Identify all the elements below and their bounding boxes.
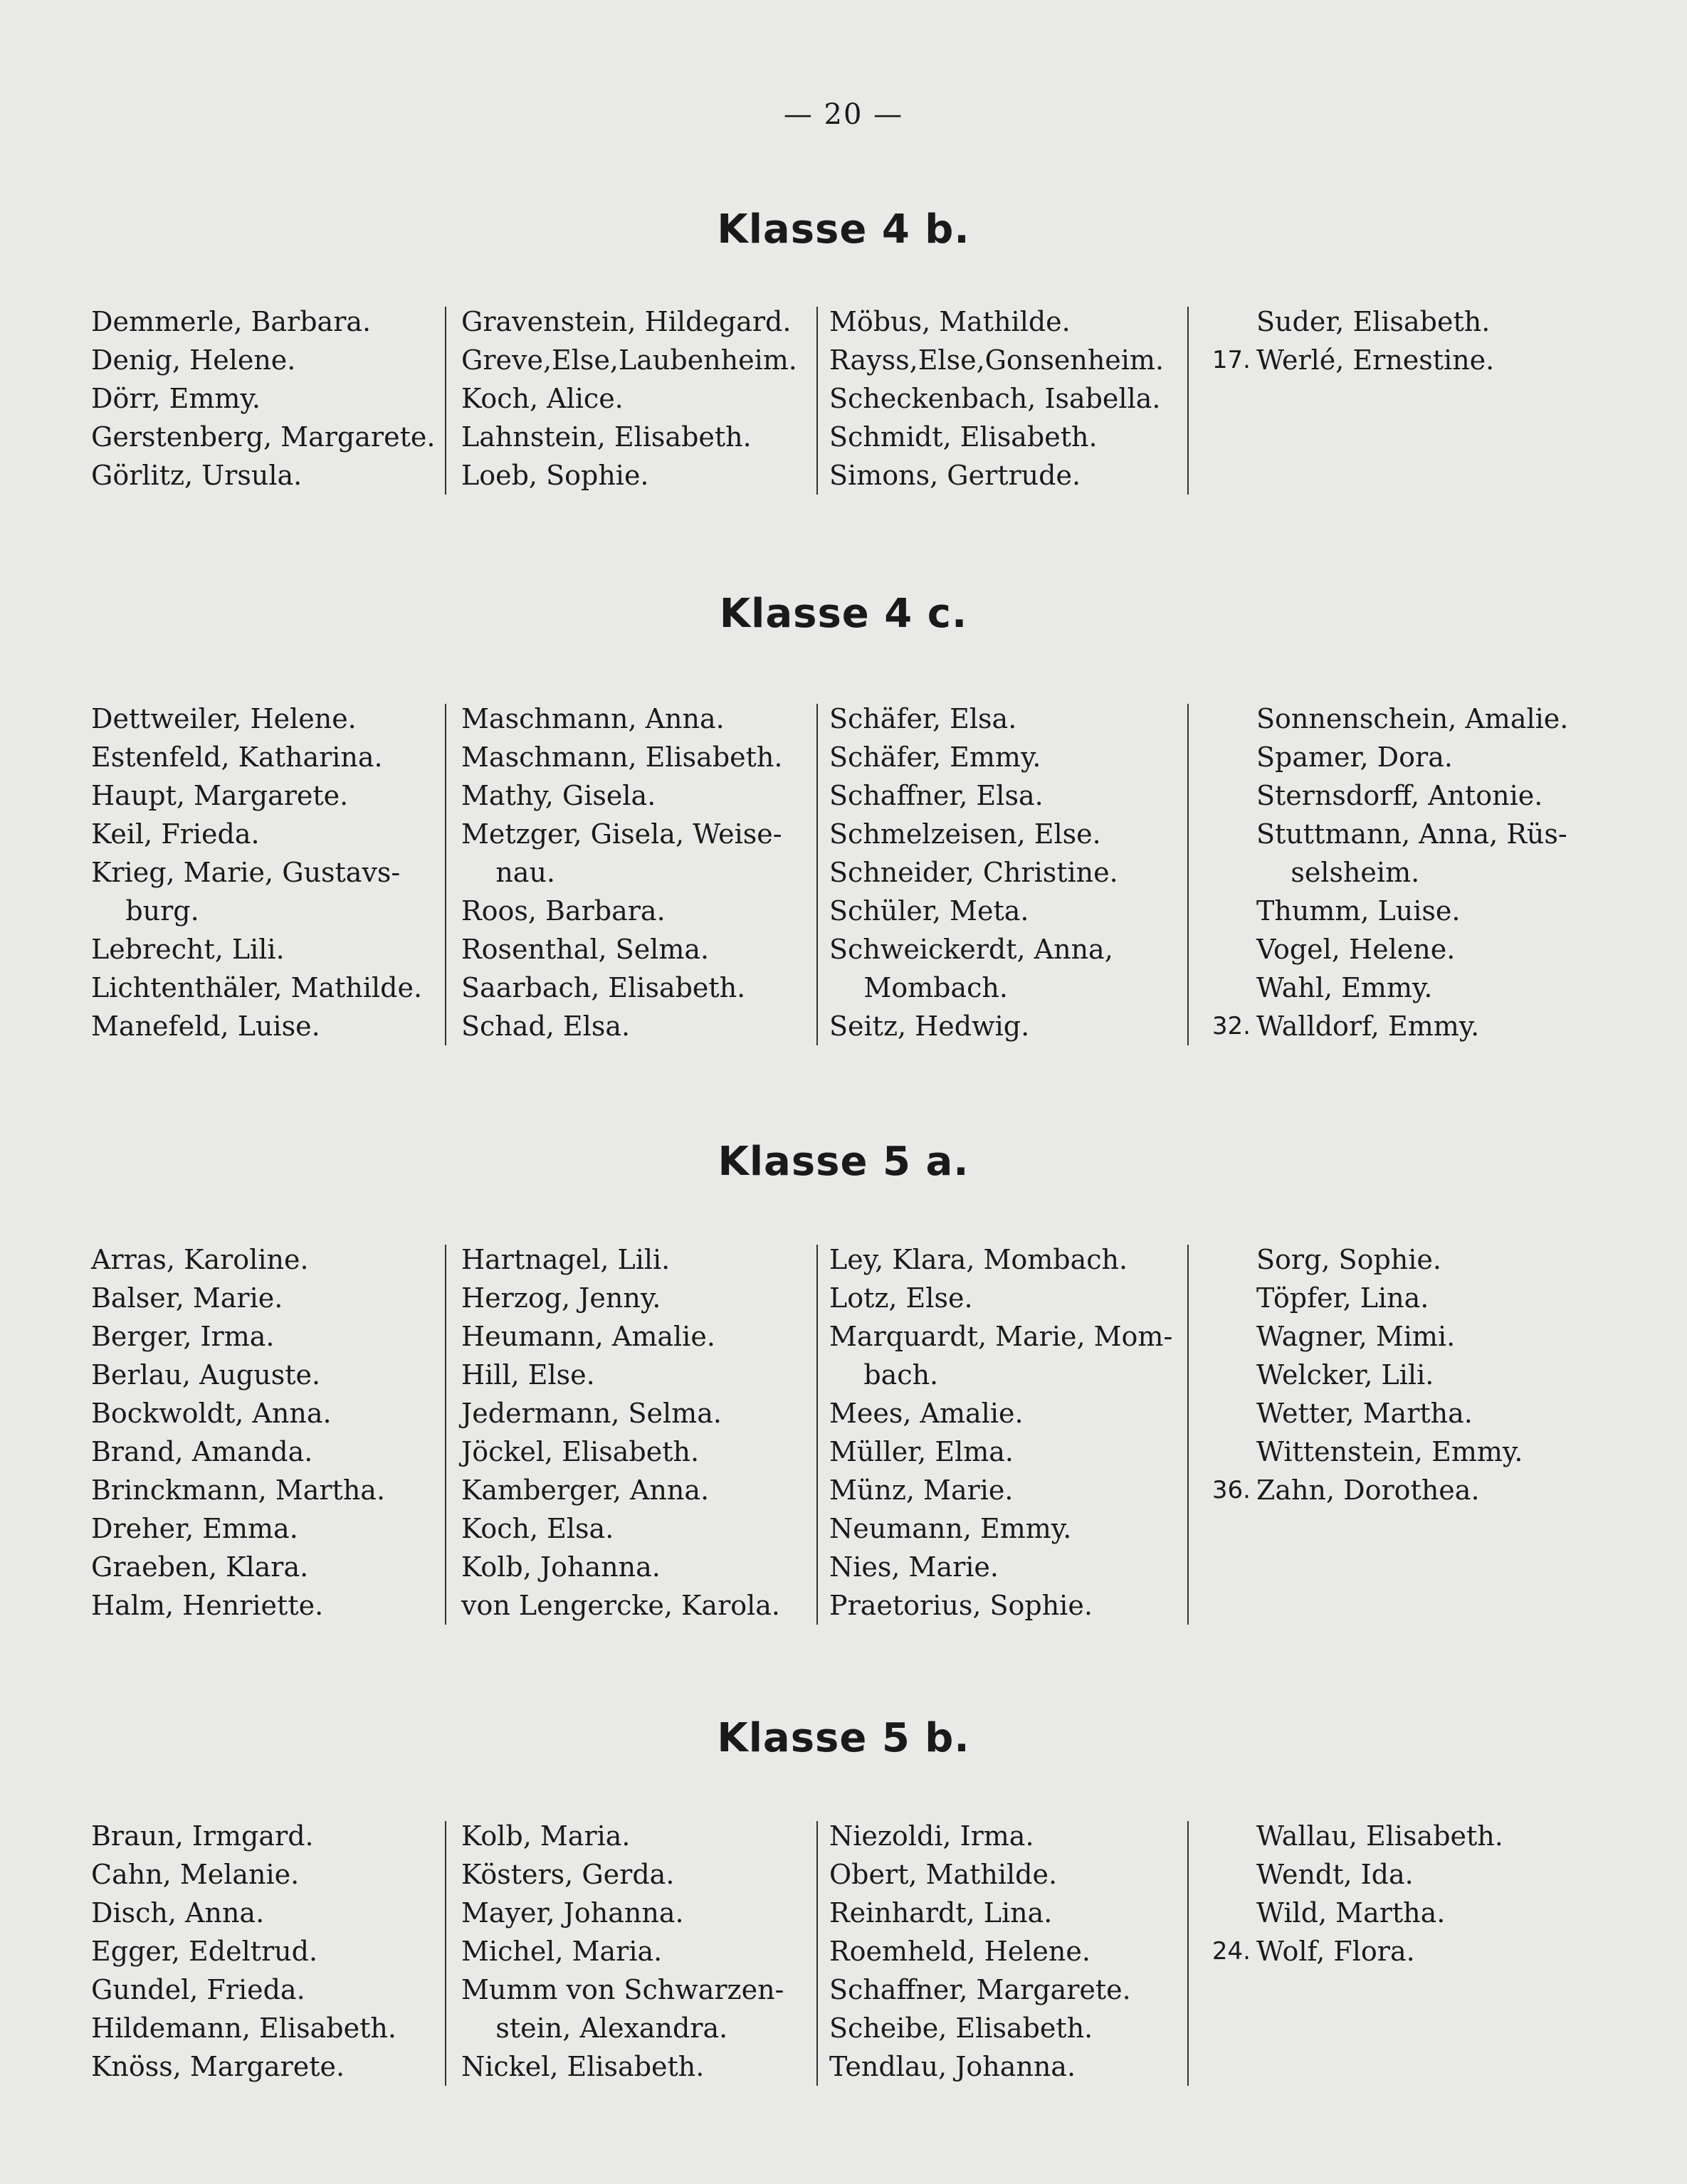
list-item: [91, 853, 422, 892]
student-name: Scheibe, Elisabeth.: [829, 2012, 1093, 2044]
student-name: Michel, Maria.: [461, 1936, 663, 1967]
list-item: [829, 776, 1118, 815]
list-item: [461, 418, 797, 456]
list-item: [829, 341, 1164, 379]
student-name: Berlau, Auguste.: [91, 1359, 321, 1391]
student-name: Egger, Edeltrud.: [91, 1936, 318, 1967]
student-name: Schneider, Christine.: [829, 857, 1118, 888]
student-name: Gerstenberg, Margarete.: [91, 421, 436, 453]
student-name: Jöckel, Elisabeth.: [461, 1436, 700, 1467]
student-name: Tendlau, Johanna.: [829, 2051, 1076, 2082]
list-item: [1256, 930, 1568, 969]
student-name: Kösters, Gerda.: [461, 1859, 675, 1890]
student-name: Wahl, Emmy.: [1256, 972, 1433, 1003]
name-column: [1212, 1817, 1503, 1971]
list-item: [1256, 776, 1568, 815]
list-item: [1256, 969, 1568, 1007]
list-item: [829, 1471, 1172, 1509]
student-count: 17.: [1212, 346, 1251, 374]
list-item: [91, 1433, 385, 1471]
list-item: [91, 1394, 385, 1433]
student-name: Schweickerdt, Anna,: [829, 934, 1113, 965]
list-item: [1212, 1471, 1523, 1509]
list-item: [91, 456, 435, 495]
list-item: [91, 815, 422, 853]
student-name: Praetorius, Sophie.: [829, 1590, 1093, 1621]
list-item: [1256, 1240, 1523, 1279]
name-column: [829, 1240, 1172, 1625]
name-column: [829, 302, 1164, 495]
student-name: Braun, Irmgard.: [91, 1820, 314, 1852]
list-item: [461, 892, 782, 930]
student-name: Maschmann, Anna.: [461, 703, 725, 734]
student-name: Maschmann, Elisabeth.: [461, 742, 783, 773]
student-name: Gundel, Frieda.: [91, 1974, 305, 2005]
student-name: Dettweiler, Helene.: [91, 703, 357, 734]
name-column: [91, 1817, 396, 2086]
column-divider: [816, 704, 818, 1045]
list-item: [1256, 1894, 1503, 1932]
name-column: [1212, 1240, 1523, 1509]
list-item: [91, 1855, 396, 1894]
column-divider: [445, 704, 446, 1045]
name-column: [1212, 302, 1495, 379]
list-item: [91, 418, 435, 456]
list-item: [91, 738, 422, 776]
student-name: Müller, Elma.: [829, 1436, 1014, 1467]
student-name: Werlé, Ernestine.: [1256, 344, 1495, 376]
list-item: [829, 700, 1118, 738]
student-name: Sonnenschein, Amalie.: [1256, 703, 1569, 734]
student-name: Wittenstein, Emmy.: [1256, 1436, 1523, 1467]
column-divider: [816, 1821, 818, 2086]
list-item: [91, 341, 435, 379]
list-item: [91, 1240, 385, 1279]
list-item: [1256, 1317, 1523, 1356]
list-item: [829, 1586, 1172, 1625]
column-divider: [816, 1245, 818, 1625]
student-name: stein, Alexandra.: [461, 2012, 728, 2044]
column-divider: [816, 307, 818, 495]
list-item: [829, 892, 1118, 930]
student-name: Dreher, Emma.: [91, 1513, 298, 1544]
student-name: Denig, Helene.: [91, 344, 296, 376]
list-item: [1256, 1433, 1523, 1471]
section-title: Klasse 5 a.: [718, 1139, 969, 1185]
student-name: Halm, Henriette.: [91, 1590, 324, 1621]
student-name: Lichtenthäler, Mathilde.: [91, 972, 423, 1003]
student-name: Schüler, Meta.: [829, 895, 1029, 927]
student-name: Töpfer, Lina.: [1256, 1282, 1429, 1314]
list-item: [829, 1394, 1172, 1433]
list-item: [461, 1356, 780, 1394]
section-title: Klasse 5 b.: [717, 1715, 970, 1761]
list-item: [461, 1971, 784, 2009]
list-item: [461, 2047, 784, 2086]
student-name: Berger, Irma.: [91, 1321, 275, 1352]
student-name: Heumann, Amalie.: [461, 1321, 715, 1352]
list-item: [461, 1509, 780, 1548]
list-item: [461, 853, 782, 892]
student-name: Mees, Amalie.: [829, 1398, 1024, 1429]
name-column: [461, 700, 782, 1045]
name-column: [1212, 700, 1569, 1045]
list-item: [829, 1240, 1172, 1279]
list-item: [461, 700, 782, 738]
list-item: [461, 456, 797, 495]
student-name: Wetter, Martha.: [1256, 1398, 1473, 1429]
list-item: [829, 2009, 1131, 2047]
list-item: [829, 1279, 1172, 1317]
student-name: Knöss, Margarete.: [91, 2051, 345, 2082]
student-name: Hildemann, Elisabeth.: [91, 2012, 396, 2044]
list-item: [461, 1317, 780, 1356]
student-name: Neumann, Emmy.: [829, 1513, 1072, 1544]
student-name: Lahnstein, Elisabeth.: [461, 421, 752, 453]
list-item: [461, 1548, 780, 1586]
list-item: [461, 2009, 784, 2047]
student-name: Mumm von Schwarzen-: [461, 1974, 784, 2005]
list-item: [461, 341, 797, 379]
student-name: Nies, Marie.: [829, 1551, 999, 1583]
student-name: Keil, Frieda.: [91, 818, 260, 850]
student-name: Brinckmann, Martha.: [91, 1475, 386, 1506]
student-name: Krieg, Marie, Gustavs-: [91, 857, 401, 888]
student-name: Schäfer, Emmy.: [829, 742, 1041, 773]
list-item: [829, 738, 1118, 776]
list-item: [1256, 302, 1494, 341]
student-name: Metzger, Gisela, Weise-: [461, 818, 782, 850]
list-item: [91, 379, 435, 418]
student-name: Simons, Gertrude.: [829, 460, 1081, 491]
list-item: [829, 969, 1118, 1007]
list-item: [461, 1894, 784, 1932]
list-item: [91, 1007, 422, 1045]
student-name: Schmidt, Elisabeth.: [829, 421, 1098, 453]
list-item: [829, 1548, 1172, 1586]
list-item: [829, 1317, 1172, 1356]
section-title: Klasse 4 b.: [717, 206, 970, 253]
student-name: Walldorf, Emmy.: [1256, 1011, 1480, 1042]
student-name: Manefeld, Luise.: [91, 1011, 320, 1042]
list-item: [461, 969, 782, 1007]
student-name: Spamer, Dora.: [1256, 742, 1453, 773]
student-name: Welcker, Lili.: [1256, 1359, 1434, 1391]
student-name: Greve,Else,Laubenheim.: [461, 344, 797, 376]
student-name: Brand, Amanda.: [91, 1436, 313, 1467]
student-name: Lotz, Else.: [829, 1282, 973, 1314]
student-name: Wild, Martha.: [1256, 1897, 1446, 1929]
list-item: [91, 2047, 396, 2086]
student-name: Estenfeld, Katharina.: [91, 742, 383, 773]
student-name: Disch, Anna.: [91, 1897, 265, 1929]
list-item: [829, 302, 1164, 341]
list-item: [1256, 700, 1568, 738]
name-column: [829, 1817, 1131, 2086]
student-name: Schäfer, Elsa.: [829, 703, 1017, 734]
column-divider: [445, 1821, 446, 2086]
list-item: [461, 815, 782, 853]
list-item: [1256, 738, 1568, 776]
student-name: Herzog, Jenny.: [461, 1282, 661, 1314]
student-name: Niezoldi, Irma.: [829, 1820, 1034, 1852]
list-item: [1256, 1817, 1503, 1855]
student-name: bach.: [829, 1359, 939, 1391]
student-name: Saarbach, Elisabeth.: [461, 972, 746, 1003]
list-item: [91, 969, 422, 1007]
name-column: [829, 700, 1118, 1045]
student-name: von Lengercke, Karola.: [461, 1590, 781, 1621]
list-item: [1256, 1855, 1503, 1894]
student-name: Dörr, Emmy.: [91, 383, 261, 414]
student-name: Münz, Marie.: [829, 1475, 1014, 1506]
list-item: [461, 1471, 780, 1509]
student-name: Koch, Elsa.: [461, 1513, 614, 1544]
list-item: [91, 1894, 396, 1932]
column-divider: [445, 307, 446, 495]
student-name: selsheim.: [1256, 857, 1420, 888]
student-name: Loeb, Sophie.: [461, 460, 649, 491]
list-item: [1212, 341, 1495, 379]
student-name: Marquardt, Marie, Mom-: [829, 1321, 1173, 1352]
student-name: Rayss,Else,Gonsenheim.: [829, 344, 1165, 376]
list-item: [1256, 815, 1568, 853]
list-item: [91, 1586, 385, 1625]
student-name: Schmelzeisen, Else.: [829, 818, 1101, 850]
student-name: Roemheld, Helene.: [829, 1936, 1090, 1967]
list-item: [461, 1855, 784, 1894]
list-item: [829, 1855, 1131, 1894]
list-item: [461, 1586, 780, 1625]
student-count: 24.: [1212, 1937, 1251, 1966]
name-column: [91, 1240, 385, 1625]
list-item: [461, 1817, 784, 1855]
student-name: Jedermann, Selma.: [461, 1398, 722, 1429]
list-item: [829, 1509, 1172, 1548]
student-name: Schaffner, Elsa.: [829, 780, 1044, 811]
student-name: Mombach.: [829, 972, 1008, 1003]
list-item: [829, 1433, 1172, 1471]
list-item: [91, 700, 422, 738]
list-item: [91, 2009, 396, 2047]
column-divider: [1187, 1245, 1189, 1625]
list-item: [91, 930, 422, 969]
student-name: Möbus, Mathilde.: [829, 306, 1071, 337]
list-item: [829, 1817, 1131, 1855]
student-name: Wallau, Elisabeth.: [1256, 1820, 1503, 1852]
column-divider: [1187, 704, 1189, 1045]
student-name: Hill, Else.: [461, 1359, 595, 1391]
column-divider: [1187, 307, 1189, 495]
student-name: Ley, Klara, Mombach.: [829, 1244, 1128, 1275]
list-item: [91, 776, 422, 815]
student-name: Görlitz, Ursula.: [91, 460, 303, 491]
student-name: Wendt, Ida.: [1256, 1859, 1414, 1890]
student-name: Seitz, Hedwig.: [829, 1011, 1030, 1042]
student-name: Balser, Marie.: [91, 1282, 283, 1314]
list-item: [91, 1356, 385, 1394]
list-item: [829, 853, 1118, 892]
student-name: Lebrecht, Lili.: [91, 934, 285, 965]
list-item: [461, 302, 797, 341]
list-item: [461, 1394, 780, 1433]
list-item: [829, 379, 1164, 418]
column-divider: [1187, 1821, 1189, 2086]
list-item: [91, 1317, 385, 1356]
student-name: Roos, Barbara.: [461, 895, 666, 927]
list-item: [91, 1971, 396, 2009]
list-item: [91, 302, 435, 341]
student-name: Hartnagel, Lili.: [461, 1244, 671, 1275]
list-item: [829, 1356, 1172, 1394]
student-name: Obert, Mathilde.: [829, 1859, 1058, 1890]
student-name: Schaffner, Margarete.: [829, 1974, 1131, 2005]
student-name: Kolb, Johanna.: [461, 1551, 661, 1583]
list-item: [91, 1932, 396, 1971]
student-name: Vogel, Helene.: [1256, 934, 1456, 965]
list-item: [91, 892, 422, 930]
student-name: Graeben, Klara.: [91, 1551, 309, 1583]
student-name: Koch, Alice.: [461, 383, 624, 414]
student-name: Zahn, Dorothea.: [1256, 1475, 1480, 1506]
list-item: [461, 1007, 782, 1045]
student-name: Suder, Elisabeth.: [1256, 306, 1491, 337]
list-item: [829, 815, 1118, 853]
student-name: Arras, Karoline.: [91, 1244, 309, 1275]
name-column: [461, 1240, 780, 1625]
list-item: [1256, 892, 1568, 930]
student-name: Rosenthal, Selma.: [461, 934, 710, 965]
list-item: [91, 1548, 385, 1586]
section-title: Klasse 4 c.: [719, 591, 968, 637]
list-item: [1256, 1279, 1523, 1317]
list-item: [829, 930, 1118, 969]
page-number: — 20 —: [783, 98, 904, 131]
list-item: [461, 379, 797, 418]
list-item: [829, 1894, 1131, 1932]
student-name: Thumm, Luise.: [1256, 895, 1461, 927]
student-name: Reinhardt, Lina.: [829, 1897, 1053, 1929]
student-name: Haupt, Margarete.: [91, 780, 349, 811]
list-item: [829, 2047, 1131, 2086]
student-name: Wolf, Flora.: [1256, 1936, 1415, 1967]
list-item: [91, 1279, 385, 1317]
student-name: Sternsdorff, Antonie.: [1256, 780, 1543, 811]
list-item: [829, 1971, 1131, 2009]
student-count: 36.: [1212, 1476, 1251, 1504]
student-name: Gravenstein, Hildegard.: [461, 306, 792, 337]
list-item: [461, 1932, 784, 1971]
list-item: [829, 418, 1164, 456]
student-name: Bockwoldt, Anna.: [91, 1398, 332, 1429]
student-name: Sorg, Sophie.: [1256, 1244, 1441, 1275]
student-name: Kamberger, Anna.: [461, 1475, 710, 1506]
student-name: burg.: [91, 895, 199, 927]
list-item: [1256, 853, 1568, 892]
student-name: Mayer, Johanna.: [461, 1897, 684, 1929]
list-item: [1212, 1007, 1568, 1045]
student-name: Demmerle, Barbara.: [91, 306, 372, 337]
student-name: Kolb, Maria.: [461, 1820, 631, 1852]
list-item: [829, 1007, 1118, 1045]
student-name: Nickel, Elisabeth.: [461, 2051, 705, 2082]
list-item: [461, 1240, 780, 1279]
column-divider: [445, 1245, 446, 1625]
list-item: [461, 738, 782, 776]
list-item: [1256, 1394, 1523, 1433]
student-name: Schad, Elsa.: [461, 1011, 631, 1042]
name-column: [91, 302, 435, 495]
student-name: Mathy, Gisela.: [461, 780, 656, 811]
student-name: Scheckenbach, Isabella.: [829, 383, 1161, 414]
student-name: Wagner, Mimi.: [1256, 1321, 1456, 1352]
list-item: [91, 1471, 385, 1509]
list-item: [829, 1932, 1131, 1971]
name-column: [461, 1817, 784, 2086]
list-item: [461, 930, 782, 969]
list-item: [1212, 1932, 1503, 1971]
name-column: [461, 302, 797, 495]
name-column: [91, 700, 422, 1045]
student-name: Cahn, Melanie.: [91, 1859, 300, 1890]
student-name: Stuttmann, Anna, Rüs-: [1256, 818, 1567, 850]
list-item: [829, 456, 1164, 495]
list-item: [91, 1817, 396, 1855]
student-count: 32.: [1212, 1012, 1251, 1040]
list-item: [1256, 1356, 1523, 1394]
student-name: nau.: [461, 857, 555, 888]
list-item: [91, 1509, 385, 1548]
list-item: [461, 1433, 780, 1471]
list-item: [461, 1279, 780, 1317]
list-item: [461, 776, 782, 815]
